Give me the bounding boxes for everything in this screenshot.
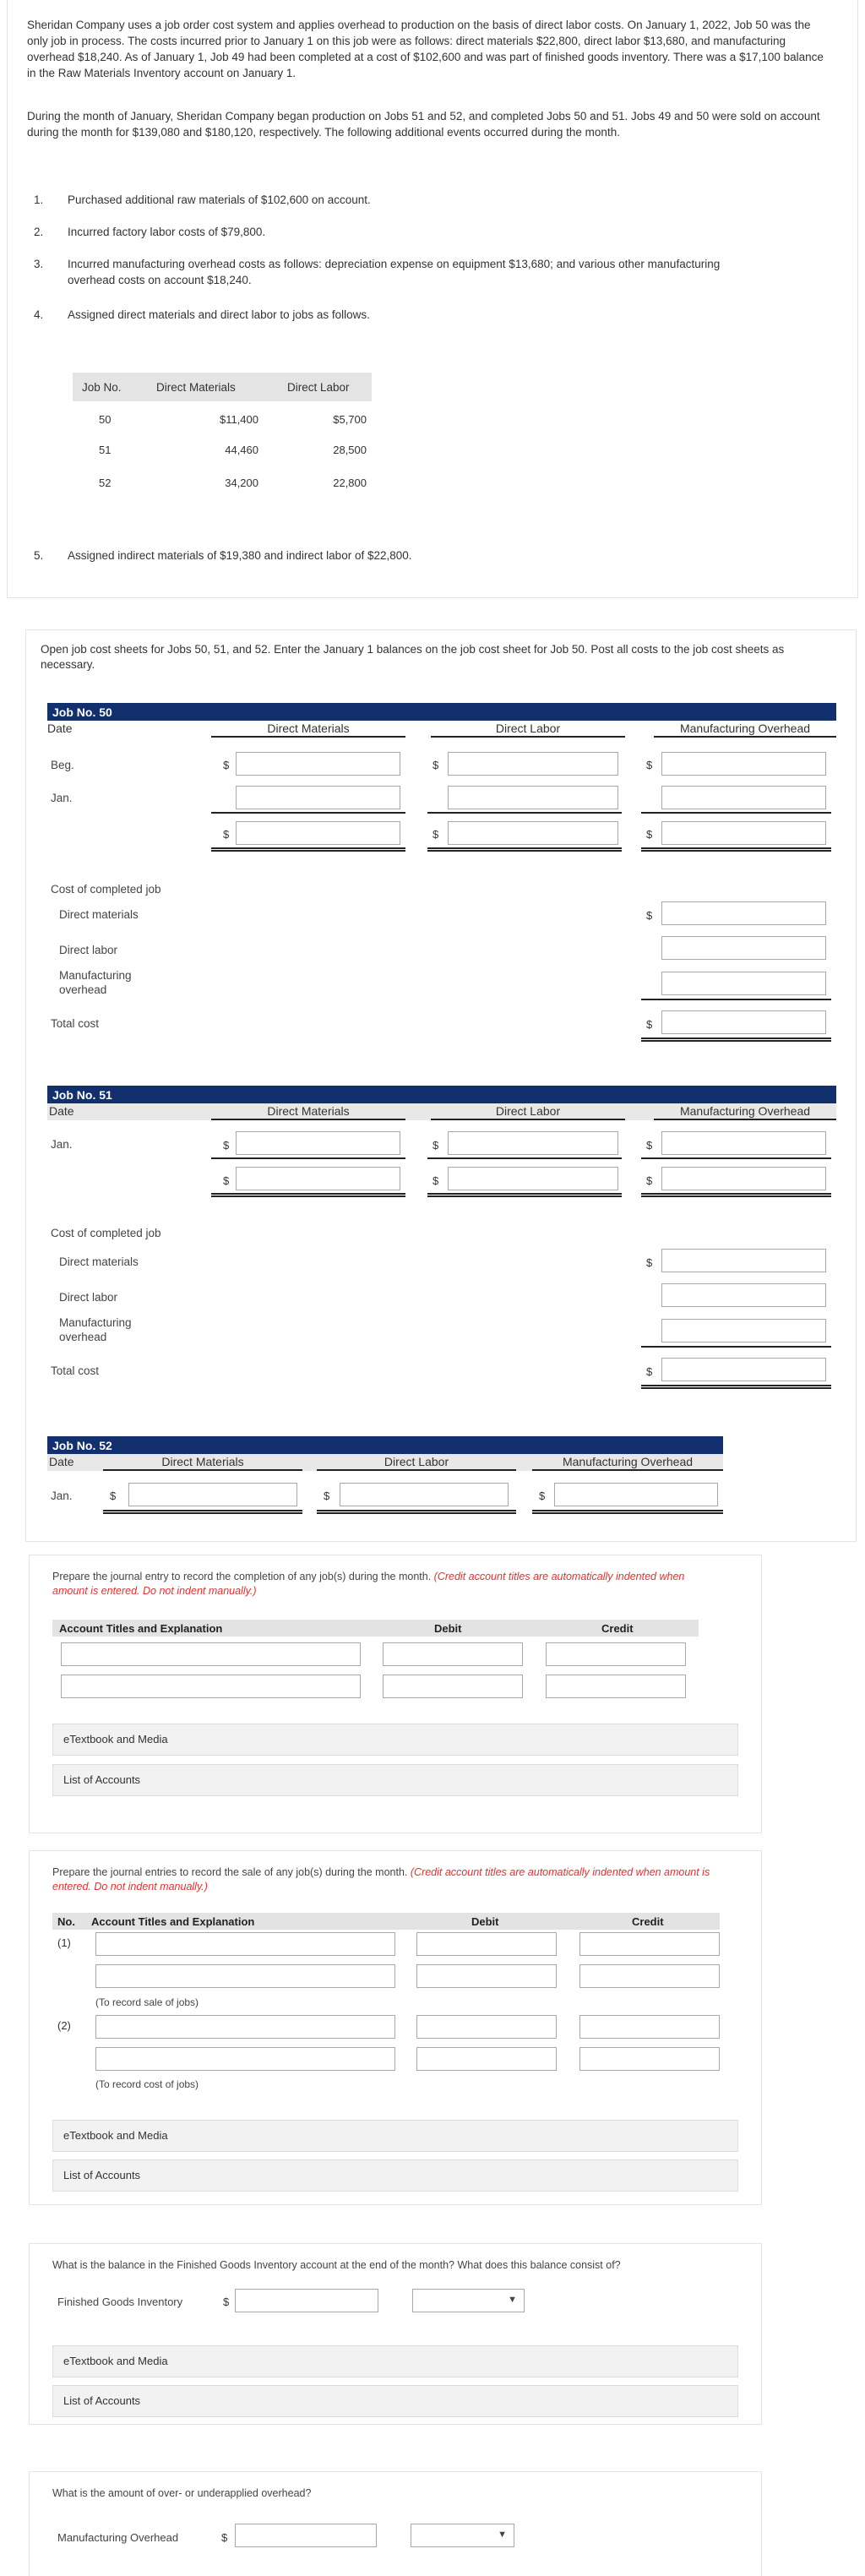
event-item-3: 3. Incurred manufacturing overhead costs as follows: depreciation expense on equipment $13,680; and various other manufacturing overhead costs on account $18,240. [34, 258, 721, 286]
job51-cost-completed-label: Cost of completed job [51, 1227, 161, 1239]
finished-goods-input[interactable] [235, 2289, 378, 2312]
chevron-down-icon: ▼ [508, 2295, 517, 2305]
assign-row-51-dm: 44,460 [225, 444, 258, 456]
job51-jan-dm-input[interactable] [236, 1131, 400, 1155]
job52-col-dm: Direct Materials [103, 1454, 302, 1471]
job52-dm-double [103, 1510, 302, 1514]
job51-col-mo: Manufacturing Overhead [654, 1103, 836, 1120]
dollar-sign: $ [646, 1256, 653, 1269]
job51-dm-underline [211, 1157, 405, 1159]
dollar-sign: $ [432, 759, 439, 771]
journal-completion-col-account: Account Titles and Explanation [59, 1622, 223, 1635]
job50-completed-dl-input[interactable] [661, 936, 826, 960]
overhead-question: What is the amount of over- or underapplied overhead? [52, 2487, 312, 2499]
journal-completion-credit-2[interactable] [546, 1675, 686, 1698]
job51-completed-dm-input[interactable] [661, 1249, 826, 1272]
job50-dm-double [211, 847, 405, 852]
journal-sale-account-1a[interactable] [95, 1932, 395, 1956]
journal-sale-entry-2-no: (2) [57, 2019, 71, 2032]
list-of-accounts-button[interactable]: List of Accounts [52, 2385, 738, 2417]
job51-mo-underline [641, 1157, 831, 1159]
job50-mo-underline [641, 812, 831, 814]
assign-row-50-job: 50 [99, 413, 112, 426]
job51-total-mo-input[interactable] [661, 1167, 826, 1190]
journal-sale-credit-1b[interactable] [579, 1964, 720, 1988]
journal-sale-col-account: Account Titles and Explanation [91, 1915, 255, 1928]
dollar-sign: $ [223, 828, 230, 841]
journal-sale-credit-2a[interactable] [579, 2015, 720, 2039]
assign-row-50-dm: $11,400 [219, 413, 258, 426]
job50-total-mo-input[interactable] [661, 821, 826, 845]
job51-title: Job No. 51 [47, 1086, 836, 1103]
dollar-sign: $ [223, 759, 230, 771]
job52-jan-mo-input[interactable] [554, 1483, 718, 1506]
journal-sale-note: (Credit account titles are automatically indented when amount is entered. Do not indent manually.) [52, 1866, 710, 1893]
dollar-sign: $ [646, 1139, 653, 1152]
job50-dl-label: Direct labor [59, 944, 118, 956]
dollar-sign: $ [432, 1139, 439, 1152]
journal-completion-col-credit: Credit [601, 1622, 634, 1635]
job51-total-dm-input[interactable] [236, 1167, 400, 1190]
job51-dl-double [427, 1193, 622, 1197]
dollar-sign: $ [539, 1490, 546, 1502]
job50-col-mo: Manufacturing Overhead [654, 721, 836, 738]
dollar-sign: $ [646, 1018, 653, 1031]
dollar-sign: $ [324, 1490, 330, 1502]
job52-title: Job No. 52 [47, 1436, 723, 1454]
assign-row-50-dl: $5,700 [333, 413, 367, 426]
job52-col-mo: Manufacturing Overhead [532, 1454, 723, 1471]
job50-col-dm: Direct Materials [211, 721, 405, 738]
dollar-sign: $ [646, 759, 653, 771]
job51-dl-underline [427, 1157, 622, 1159]
job51-total-dl-input[interactable] [448, 1167, 618, 1190]
etextbook-button[interactable]: eTextbook and Media [52, 2345, 738, 2377]
job51-row-jan: Jan. [51, 1138, 73, 1151]
journal-completion-col-debit: Debit [434, 1622, 462, 1635]
job50-dl-underline [427, 812, 622, 814]
job50-row-beg: Beg. [51, 759, 74, 771]
job52-jan-dl-input[interactable] [340, 1483, 509, 1506]
job51-total-label: Total cost [51, 1364, 100, 1377]
job50-total-label: Total cost [51, 1017, 100, 1030]
job50-mo-label: Manufacturing overhead [59, 969, 132, 996]
job-sheets-instruction: Open job cost sheets for Jobs 50, 51, and 52. Enter the January 1 balances on the job cost sheet for Job 50. Post all costs to the job cost sheets as necessary. [41, 643, 785, 671]
journal-sale-instruction: Prepare the journal entries to record the sale of any job(s) during the month. (Credit account titles are automatically indented when amount is entered. Do not indent manually.) [52, 1866, 710, 1893]
journal-completion-debit-2[interactable] [383, 1675, 523, 1698]
job50-jan-dl-input[interactable] [448, 786, 618, 809]
assign-row-51-job: 51 [99, 444, 112, 456]
job50-total-double [641, 1037, 831, 1042]
dollar-sign: $ [646, 1174, 653, 1187]
assign-col-dm: Direct Materials [156, 381, 236, 394]
job50-dm-label: Direct materials [59, 908, 139, 921]
finished-goods-label: Finished Goods Inventory [57, 2296, 183, 2308]
job51-completed-mo-input[interactable] [661, 1319, 826, 1342]
job52-jan-dm-input[interactable] [128, 1483, 297, 1506]
list-of-accounts-button[interactable]: List of Accounts [52, 2159, 738, 2192]
journal-sale-entry-1-note: (To record sale of jobs) [95, 1996, 199, 2008]
dollar-sign: $ [223, 1174, 230, 1187]
job51-dl-label: Direct labor [59, 1291, 118, 1304]
job51-mo-label: Manufacturing overhead [59, 1316, 132, 1343]
assign-row-51-dl: 28,500 [333, 444, 367, 456]
job51-jan-mo-input[interactable] [661, 1131, 826, 1155]
journal-sale-col-credit: Credit [632, 1915, 664, 1928]
job50-total-dm-input[interactable] [236, 821, 400, 845]
dollar-sign: $ [646, 1365, 653, 1378]
job51-col-dl: Direct Labor [431, 1103, 625, 1120]
job51-completed-underline [641, 1346, 831, 1348]
journal-sale-account-2a[interactable] [95, 2015, 395, 2039]
job51-completed-dl-input[interactable] [661, 1283, 826, 1307]
journal-completion-credit-1[interactable] [546, 1642, 686, 1666]
journal-sale-credit-2b[interactable] [579, 2047, 720, 2071]
job50-completed-mo-input[interactable] [661, 972, 826, 995]
job51-col-date: Date [49, 1104, 74, 1118]
journal-sale-entry-2-note: (To record cost of jobs) [95, 2078, 199, 2090]
journal-completion-account-1[interactable] [61, 1642, 361, 1666]
job51-dm-double [211, 1193, 405, 1197]
assign-row-52-dl: 22,800 [333, 477, 367, 489]
job50-mo-double [641, 847, 831, 852]
job51-dm-label: Direct materials [59, 1255, 139, 1268]
job52-mo-double [532, 1510, 723, 1514]
dollar-sign: $ [646, 828, 653, 841]
job50-cost-completed-label: Cost of completed job [51, 883, 161, 896]
job50-col-date: Date [47, 722, 73, 735]
problem-card [7, 0, 858, 598]
job50-jan-dm-input[interactable] [236, 786, 400, 809]
etextbook-button[interactable]: eTextbook and Media [52, 2120, 738, 2152]
dollar-sign: $ [646, 909, 653, 922]
job50-beg-dm-input[interactable] [236, 752, 400, 776]
journal-sale-debit-1b[interactable] [416, 1964, 557, 1988]
job51-total-double [641, 1385, 831, 1389]
job52-col-date: Date [49, 1455, 74, 1468]
finished-goods-question: What is the balance in the Finished Goods Inventory account at the end of the month? What does this balance consist of? [52, 2259, 621, 2271]
journal-completion-instruction: Prepare the journal entry to record the completion of any job(s) during the month. (Credit account titles are automatically indented when amount is entered. Do not indent manually.) [52, 1571, 685, 1597]
chevron-down-icon: ▼ [498, 2530, 507, 2540]
assign-col-jobno: Job No. [82, 381, 122, 394]
etextbook-button[interactable]: eTextbook and Media [52, 1724, 738, 1756]
journal-sale-debit-2a[interactable] [416, 2015, 557, 2039]
job51-col-dm: Direct Materials [211, 1103, 405, 1120]
job51-jan-dl-input[interactable] [448, 1131, 618, 1155]
problem-paragraph-2: During the month of January, Sheridan Company began production on Jobs 51 and 52, and completed Jobs 50 and 51. Jobs 49 and 50 were sold on account during the month for $139,080 and $180,120, respectively. The following additional events occurred during the month. [27, 110, 820, 139]
dollar-sign: $ [432, 828, 439, 841]
job50-total-cost-input[interactable] [661, 1010, 826, 1034]
job50-col-dl: Direct Labor [431, 721, 625, 738]
job50-beg-mo-input[interactable] [661, 752, 826, 776]
job50-row-jan: Jan. [51, 792, 73, 804]
assign-col-dl: Direct Labor [287, 381, 350, 394]
job50-dl-double [427, 847, 622, 852]
overhead-input[interactable] [235, 2524, 377, 2547]
journal-sale-col-debit: Debit [471, 1915, 499, 1928]
overhead-label: Manufacturing Overhead [57, 2531, 179, 2544]
job50-title: Job No. 50 [47, 703, 836, 721]
job51-mo-double [641, 1193, 831, 1197]
assign-row-52-job: 52 [99, 477, 112, 489]
job52-col-dl: Direct Labor [317, 1454, 516, 1471]
journal-completion-account-2[interactable] [61, 1675, 361, 1698]
problem-paragraph-1: Sheridan Company uses a job order cost system and applies overhead to production on the basis of direct labor costs. On January 1, 2022, Job 50 was the only job in process. The costs incurred prior to January 1 on this job were as follows: direct materials $22,800, direct labor $13,680, and manufacturing overhead $18,240. As of January 1, Job 49 had been completed at a cost of $102,600 and was part of finished goods inventory. There was a $17,100 balance in the Raw Materials Inventory account on January 1. [27, 19, 824, 79]
finished-goods-select[interactable] [412, 2289, 525, 2312]
job52-row-jan: Jan. [51, 1490, 73, 1502]
dollar-sign: $ [221, 2531, 228, 2544]
dollar-sign: $ [110, 1490, 117, 1502]
job50-completed-dm-input[interactable] [661, 901, 826, 925]
journal-sale-credit-1a[interactable] [579, 1932, 720, 1956]
dollar-sign: $ [223, 1139, 230, 1152]
assign-row-52-dm: 34,200 [225, 477, 258, 489]
dollar-sign: $ [432, 1174, 439, 1187]
job50-dm-underline [211, 812, 405, 814]
job51-total-cost-input[interactable] [661, 1358, 826, 1381]
job50-beg-dl-input[interactable] [448, 752, 618, 776]
overhead-select[interactable] [411, 2524, 514, 2547]
journal-sale-debit-2b[interactable] [416, 2047, 557, 2071]
job50-completed-underline [641, 999, 831, 1000]
journal-sale-account-1b[interactable] [95, 1964, 395, 1988]
journal-completion-debit-1[interactable] [383, 1642, 523, 1666]
journal-sale-debit-1a[interactable] [416, 1932, 557, 1956]
journal-sale-col-no: No. [57, 1915, 75, 1928]
journal-sale-entry-1-no: (1) [57, 1936, 71, 1949]
dollar-sign: $ [223, 2296, 230, 2308]
journal-completion-note: (Credit account titles are automatically indented when amount is entered. Do not indent manually.) [52, 1571, 685, 1597]
journal-sale-account-2b[interactable] [95, 2047, 395, 2071]
job50-total-dl-input[interactable] [448, 821, 618, 845]
job52-dl-double [317, 1510, 516, 1514]
job50-jan-mo-input[interactable] [661, 786, 826, 809]
list-of-accounts-button[interactable]: List of Accounts [52, 1764, 738, 1796]
